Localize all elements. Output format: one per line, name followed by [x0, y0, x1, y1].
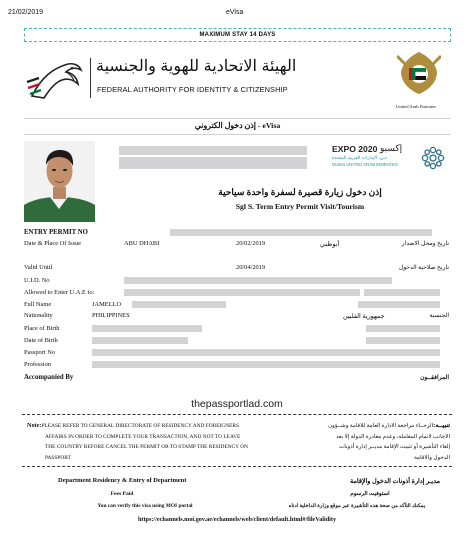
note-ar-line-4: الدخول والاقامة: [414, 454, 450, 461]
note-ar-line-3: إلغاء التأشيرة أو تثبيت الإقامة مديــر إدارة أذونات: [339, 444, 450, 450]
redacted-barcode: [119, 157, 307, 169]
redacted-profession: [92, 361, 440, 368]
watermark-text: thepassportlad.com: [191, 398, 283, 410]
redacted-allowed-enter: [124, 289, 360, 296]
logo-divider: [90, 58, 91, 98]
redacted-id-field: [119, 146, 307, 155]
redacted-date-birth-ar: [366, 337, 440, 344]
footer-fees-en: Fees Paid: [110, 491, 134, 497]
header-title: eVisa: [226, 9, 244, 16]
header-date: 21/02/2019: [8, 9, 44, 16]
date-place-issue-label: Date & Place Of Issue: [24, 240, 82, 247]
passport-no-label: Passport No: [24, 349, 56, 356]
note-label: Note:: [27, 422, 42, 429]
max-stay-text: MAXIMUM STAY 14 DAYS: [199, 32, 276, 38]
note-line-4: PASSPORT: [45, 454, 71, 461]
expo-sub-ar: دبي، الإمارات العربية المتحدة: [332, 155, 388, 160]
emblem-caption: United Arab Emirates: [396, 104, 437, 109]
note-line-3: THE COUNTRY BEFORE CANCEL THE PERMIT OR TO STAMP THE RESIDENCY ON: [45, 444, 248, 450]
footer-validation-link[interactable]: https://echannels.moi.gov.ae/echannels/web/client/default.html#/fileValidity: [137, 516, 337, 523]
entry-permit-no-label: ENTRY PERMIT NO: [24, 229, 88, 236]
expo-sub-en: DUBAI UNITED ARAB EMIRATES: [332, 162, 398, 167]
footer-verify-en: You can verify this visa using MOI portal: [97, 503, 193, 509]
nationality-ar-value: جمهورية الفلبين: [343, 313, 385, 320]
footer-fees-ar: استوفيت الرسوم: [350, 491, 390, 497]
footer-dept-en: Department Residency & Entry of Department: [58, 477, 187, 484]
redacted-full-name: [132, 301, 226, 308]
note-line-2: AFFAIRS IN ORDER TO COMPLETE YOUR TRANSACTION, AND NOT TO LEAVE: [45, 433, 241, 440]
expo-name-ar: إكسبو: [380, 143, 403, 153]
valid-until-value: 20/04/2019: [236, 264, 266, 271]
place-birth-label: Place of Birth: [24, 325, 60, 332]
issue-date-value: 20/02/2019: [236, 240, 266, 247]
date-place-issue-ar-label: تاريخ ومحل الاصدار: [401, 241, 449, 247]
expo-logo: [332, 143, 450, 179]
uid-no-label: U.I.D. No: [24, 277, 50, 284]
redacted-allowed-enter-ar: [364, 289, 440, 296]
nationality-value: PHILIPPINES: [92, 312, 130, 319]
nationality-label: Nationality: [24, 312, 53, 319]
title-bar-bottom-line: [24, 134, 451, 135]
authority-name-ar: الهيئة الاتحادية للهوية والجنسية: [96, 58, 297, 75]
allowed-enter-label: Allowed to Enter U.A.E to:: [24, 289, 95, 296]
accompanied-by-label: Accompanied By: [24, 374, 74, 381]
redacted-place-birth: [92, 325, 202, 332]
applicant-photo: [24, 141, 95, 222]
expo-emblem-icon: [420, 145, 446, 171]
note-ar-line-2: الاجانب لاتمام المعاملة، وعدم مغادرة الدولة إلا بعد: [336, 433, 450, 440]
issue-place-ar-value: أبوظبي: [320, 241, 340, 248]
issue-place-value: ABU DHABI: [124, 240, 160, 247]
redacted-place-birth-ar: [366, 325, 440, 332]
note-line-1: PLEASE REFER TO GENERAL DIRECTORATE OF RESIDENCY AND FOREIGNERS: [41, 423, 240, 429]
note-ar-line-1: الرجــاء مراجعة الادارة العامة للاقامة وشــؤون: [328, 423, 434, 429]
redacted-full-name-ar: [358, 301, 440, 308]
footer-verify-ar: يمكنك التأكد من صحة هذه التأشيرة عبر موقع وزارة الداخلية ادناه: [288, 503, 426, 509]
redacted-date-birth: [92, 337, 188, 344]
note-english: [27, 421, 317, 463]
uae-emblem-icon: [397, 50, 441, 98]
expo-name-en: EXPO 2020: [332, 144, 378, 154]
note-arabic: [300, 421, 450, 463]
profession-label: Profession: [24, 361, 51, 368]
valid-until-ar-label: تاريخ صلاحية الدخول: [398, 265, 449, 271]
note-label-ar: تنبيــه:: [433, 422, 450, 429]
full-name-label: Full Name: [24, 301, 52, 308]
redacted-permit-number: [170, 229, 432, 236]
redacted-uid: [124, 277, 392, 284]
authority-name-en: FEDERAL AUTHORITY FOR IDENTITY & CITIZENSHIP: [97, 85, 288, 94]
date-birth-label: Date of Birth: [24, 337, 58, 344]
permit-title-ar: إذن دخول زيارة قصيرة لسفرة واحدة سياحية: [218, 187, 382, 197]
title-bar-top-line: [24, 118, 451, 119]
falcon-logo-icon: [26, 54, 84, 102]
nationality-ar-label: الجنسية: [429, 313, 449, 319]
footer-dept-ar: مديـر إدارة أذونات الدخول والإقامة: [350, 478, 440, 485]
valid-until-label: Valid Until: [24, 264, 53, 271]
max-stay-banner: [24, 28, 451, 42]
permit-title-en: Sgl S. Term Entry Permit Visit/Tourism: [235, 202, 365, 211]
evisa-title: إذن دخول الكتروني - eVisa: [194, 121, 281, 130]
full-name-value: JAMELLO: [92, 301, 122, 308]
redacted-passport-no: [92, 349, 440, 356]
accompanied-by-ar-label: المرافقــون: [420, 375, 449, 381]
